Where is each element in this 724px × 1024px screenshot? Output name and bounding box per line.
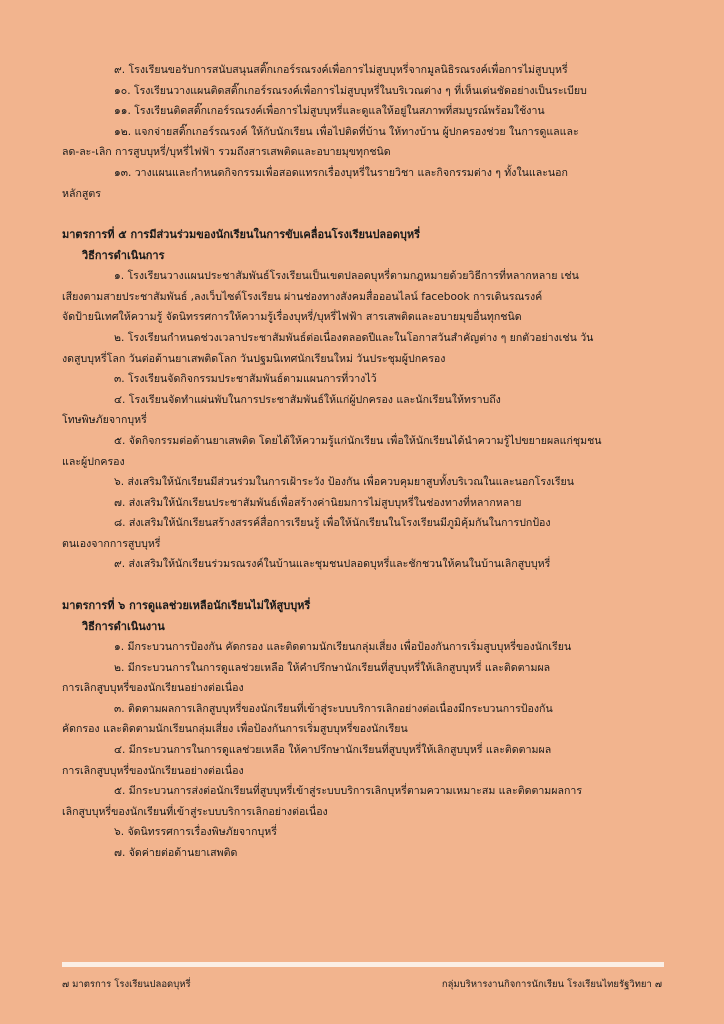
list-item: ๗. จัดค่ายต่อต้านยาเสพติด (114, 847, 238, 859)
footer-right-text: กลุ่มบริหารงานกิจการนักเรียน โรงเรียนไทยรัฐวิทยา ๗ (441, 979, 662, 990)
list-item: ๔. มีกระบวนการในการดูแลช่วยเหลือ ให้คาปรึกษานักเรียนที่สูบบุหรี่ให้เลิกสูบบุหรี่ และติดตามผล (114, 744, 552, 757)
list-item: ๑๑. โรงเรียนติดสติ๊กเกอร์รณรงค์เพื่อการไม่สูบบุหรี่และดูแลให้อยู่ในสภาพที่สมบูรณ์พร้อมใช้งาน (114, 105, 545, 118)
measure-5-heading: มาตรการที่ ๕ การมีส่วนร่วมของนักเรียนในการขับเคลื่อนโรงเรียนปลอดบุหรี่ (62, 228, 421, 242)
list-item: ๕. มีกระบวนการส่งต่อนักเรียนที่สูบบุหรี่เข้าสู่ระบบบริการเลิกบุหรี่ตามความเหมาะสม และติดตามผลการ (114, 785, 583, 798)
list-item-continuation: ตนเองจากการสูบบุหรี่ (62, 537, 161, 550)
list-item: ๑๓. วางแผนและกำหนดกิจกรรมเพื่อสอดแทรกเรื่องบุหรี่ในรายวิชา และกิจกรรมต่าง ๆ ทั้งในและนอก (114, 166, 568, 179)
list-item-continuation: เลิกสูบบุหรี่ของนักเรียนที่เข้าสู่ระบบบริการเลิกอย่างต่อเนื่อง (62, 805, 328, 818)
list-item: ๑๐. โรงเรียนวางแผนติดสติ๊กเกอร์รณรงค์เพื่อการไม่สูบบุหรี่ในบริเวณต่าง ๆ ที่เห็นเด่นชัดอย่างเป็นระเบียบ (114, 84, 587, 97)
spacer (62, 204, 662, 224)
list-item: ๓. ติดตามผลการเลิกสูบบุหรี่ของนักเรียนที่เข้าสู่ระบบบริการเลิกอย่างต่อเนื่องมีกระบวนการป้องกัน (114, 702, 553, 715)
list-item: ๘. ส่งเสริมให้นักเรียนสร้างสรรค์สื่อการเรียนรู้ เพื่อให้นักเรียนในโรงเรียนมีภูมิคุ้มกันในการปกป้อง (114, 517, 551, 530)
list-item-continuation: งดสูบบุหรี่โลก วันต่อต้านยาเสพติดโลก วันปฐมนิเทศนักเรียนใหม่ วันประชุมผู้ปกครอง (62, 352, 446, 365)
list-item-continuation: จัดป้ายนิเทศให้ความรู้ จัดนิทรรศการให้ความรู้เรื่องบุหรี่/บุหรี่ไฟฟ้า สารเสพติดและอบายมุขอื่นทุกชนิด (62, 311, 522, 324)
list-item-continuation: โทษพิษภัยจากบุหรี่ (62, 414, 147, 427)
list-item: ๕. จัดกิจกรรมต่อต้านยาเสพติด โดยได้ให้ความรู้แก่นักเรียน เพื่อให้นักเรียนได้นำความรู้ไปขยายผลแก่ชุมชน (114, 434, 602, 447)
list-item-continuation: การเลิกสูบบุหรี่ของนักเรียนอย่างต่อเนื่อง (62, 764, 244, 777)
list-item: ๙. ส่งเสริมให้นักเรียนร่วมรณรงค์ในบ้านและชุมชนปลอดบุหรี่และชักชวนให้คนในบ้านเลิกสูบบุหรี่ (114, 558, 551, 571)
measure-6-heading: มาตรการที่ ๖ การดูแลช่วยเหลือนักเรียนไม่ให้สูบบุหรี่ (62, 599, 311, 613)
footer-left-text: ๗ มาตรการ โรงเรียนปลอดบุหรี่ (62, 979, 191, 990)
list-item: ๑. โรงเรียนวางแผนประชาสัมพันธ์โรงเรียนเป็นเขตปลอดบุหรี่ตามกฎหมายด้วยวิธีการที่หลากหลาย เช่น (114, 270, 579, 283)
list-item-continuation: ลด-ละ-เลิก การสูบบุหรี่/บุหรี่ไฟฟ้า รวมถึงสารเสพติดและอบายมุขทุกชนิด (62, 146, 391, 159)
list-item: ๑. มีกระบวนการป้องกัน คัดกรอง และติดตามนักเรียนกลุ่มเสี่ยง เพื่อป้องกันการเริ่มสูบบุหรี่ของนักเรียน (114, 641, 572, 654)
list-item: ๒. มีกระบวนการในการดูแลช่วยเหลือ ให้คำปรึกษานักเรียนที่สูบบุหรี่ให้เลิกสูบบุหรี่ และติดตามผล (114, 661, 551, 674)
list-item: ๑๒. แจกจ่ายสติ๊กเกอร์รณรงค์ ให้กับนักเรียน เพื่อไปติดที่บ้าน ให้ทางบ้าน ผู้ปกครองช่วย ในการดูแลและ (114, 125, 579, 138)
list-item-continuation: และผู้ปกครอง (62, 455, 125, 468)
list-item: ๖. ส่งเสริมให้นักเรียนมีส่วนร่วมในการเฝ้าระวัง ป้องกัน เพื่อควบคุมยาสูบทั้งบริเวณในและนอกโรงเรียน (114, 476, 574, 489)
list-item-continuation: หลักสูตร (62, 187, 101, 200)
list-item: ๔. โรงเรียนจัดทำแผ่นพับในการประชาสัมพันธ์ให้แก่ผู้ปกครอง และนักเรียนให้ทราบถึง (114, 393, 501, 406)
list-item: ๗. ส่งเสริมให้นักเรียนประชาสัมพันธ์เพื่อสร้างค่านิยมการไม่สูบบุหรี่ในช่องทางที่หลากหลาย (114, 496, 522, 509)
measure-6-method-heading: วิธีการดำเนินงาน (82, 620, 165, 634)
footer-divider (62, 962, 664, 967)
list-item-continuation: คัดกรอง และติดตามนักเรียนกลุ่มเสี่ยง เพื่อป้องกันการเริ่มสูบบุหรี่ของนักเรียน (62, 723, 408, 736)
document-body (62, 60, 662, 864)
spacer (62, 575, 662, 595)
measure-5-method-heading: วิธีการดำเนินการ (82, 249, 165, 263)
list-item-continuation: เสียงตามสายประชาสัมพันธ์ ,ลงเว็บไซต์โรงเรียน ผ่านช่องทางสังคมสื่อออนไลน์ facebook การเดินรณรงค์ (62, 290, 543, 303)
list-item: ๓. โรงเรียนจัดกิจกรรมประชาสัมพันธ์ตามแผนการที่วางไว้ (114, 373, 377, 386)
list-item: ๙. โรงเรียนขอรับการสนับสนุนสติ๊กเกอร์รณรงค์เพื่อการไม่สูบบุหรี่จากมูลนิธิรณรงค์เพื่อการไม่สูบบุหรี่ (114, 64, 568, 76)
list-item-continuation: การเลิกสูบบุหรี่ของนักเรียนอย่างต่อเนื่อง (62, 682, 244, 695)
list-item: ๒. โรงเรียนกำหนดช่วงเวลาประชาสัมพันธ์ต่อเนื่องตลอดปีและในโอกาสวันสำคัญต่าง ๆ ยกตัวอย่างเช่น วัน (114, 331, 594, 344)
list-item: ๖. จัดนิทรรศการเรื่องพิษภัยจากบุหรี่ (114, 826, 277, 839)
